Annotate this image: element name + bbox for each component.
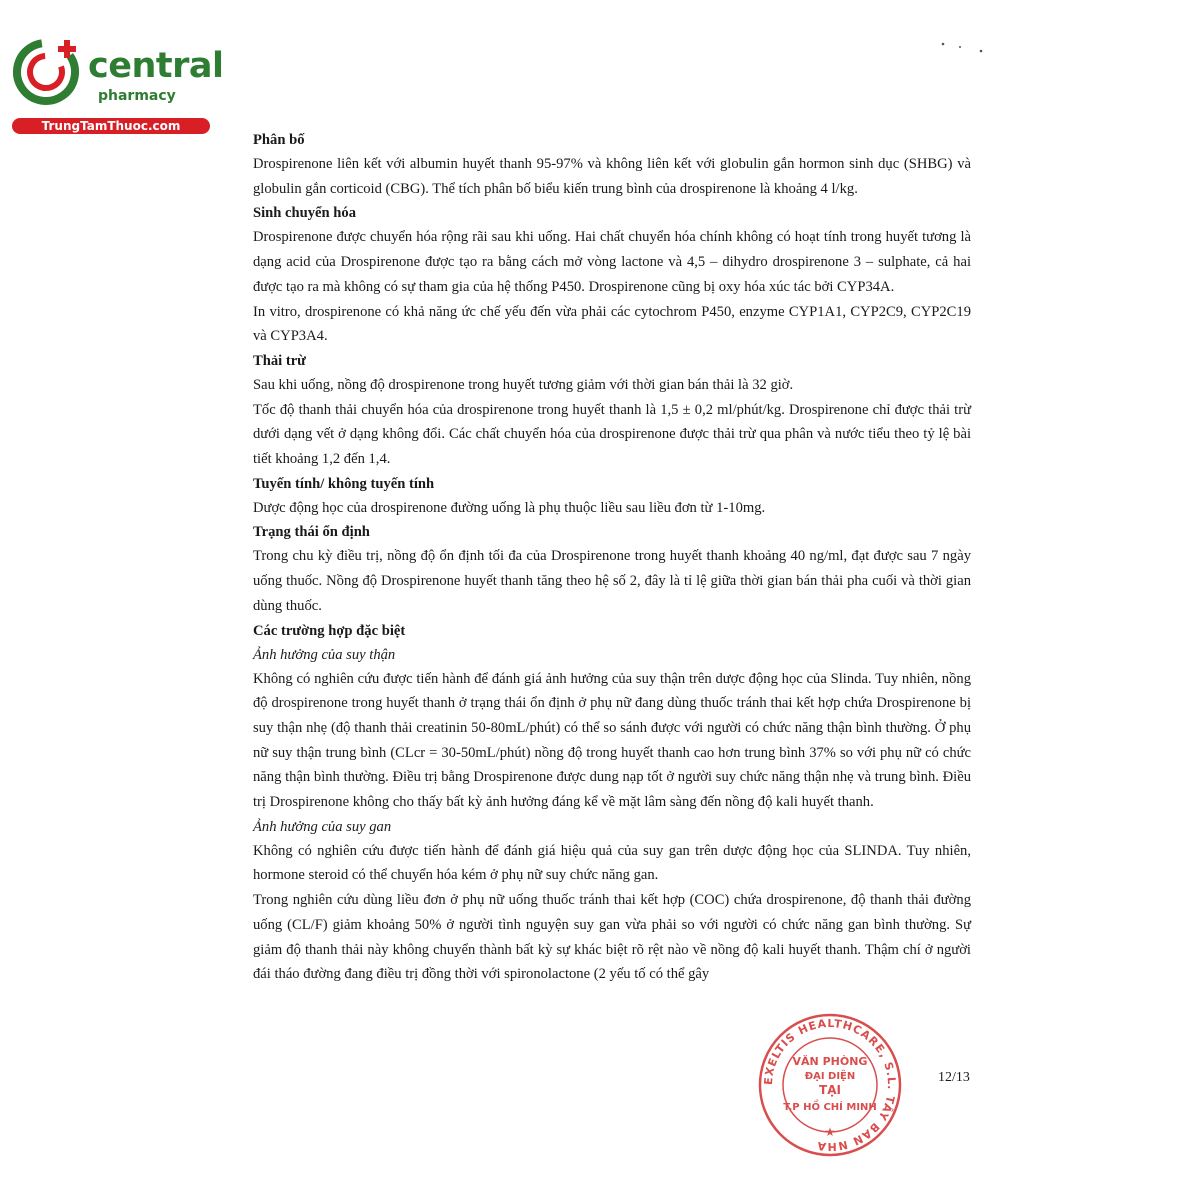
section-heading: Các trường hợp đặc biệt	[253, 622, 406, 639]
logo-brand-sub: pharmacy	[98, 88, 176, 104]
subsection-heading: Ảnh hưởng của suy gan	[253, 818, 392, 835]
scan-marks	[940, 40, 990, 56]
section-heading: Thải trừ	[253, 352, 306, 369]
central-pharmacy-logo[interactable]	[10, 34, 224, 134]
stamp-star-icon: ★	[824, 1125, 836, 1139]
paragraph: Trong chu kỳ điều trị, nồng độ ổn định tối đa của Drospirenone trong huyết thanh khoảng 40 ng/ml, đạt được sau 7 ngày uống thuốc. Nồng độ Drospirenone huyết thanh tăng theo hệ số 2, đây là tỉ lệ giữa thời gian bán thải pha cuối và thời gian dùng thuốc.	[253, 548, 971, 614]
subsection-heading: Ảnh hưởng của suy thận	[253, 646, 396, 663]
section-trang-thai-on-dinh	[253, 520, 971, 618]
stamp-ring-text: EXELTIS HEALTHCARE, S.L. TÂY BAN NHA	[761, 1016, 899, 1154]
paragraph: Sau khi uống, nồng độ drospirenone trong huyết tương giảm với thời gian bán thải là 32 giờ.	[253, 376, 794, 393]
logo-brand-name: central	[88, 46, 224, 86]
section-sinh-chuyen-hoa	[253, 201, 971, 349]
stamp-line-2: ĐẠI DIỆN	[804, 1071, 856, 1082]
stamp-line-1: VĂN PHÒNG	[792, 1055, 868, 1068]
paragraph: Không có nghiên cứu được tiến hành để đánh giá hiệu quả của suy gan trên dược động học của SLINDA. Tuy nhiên, hormone steroid có thể chuyển hóa kém ở phụ nữ suy chức năng gan.	[253, 842, 971, 884]
paragraph: Không có nghiên cứu được tiến hành để đánh giá ảnh hưởng của suy thận trên dược động học của Slinda. Tuy nhiên, nồng độ drospirenone trong huyết thanh ở trạng thái ổn định ở phụ nữ đang dùng thuốc tránh thai kết hợp chứa Drospirenone bị suy thận nhẹ (độ thanh thải creatinin 50-80mL/phút) có thể so sánh được với người có chức năng thận bình thường. Ở phụ nữ suy thận trung bình (CLcr = 30-50mL/phút) nồng độ trong huyết thanh cao hơn trung bình 37% so với phụ nữ có chức năng thận bình thường. Điều trị bằng Drospirenone được dung nạp tốt ở người suy chức năng thận nhẹ và trung bình. Điều trị Drospirenone không cho thấy bất kỳ ảnh hưởng đáng kể về mặt lâm sàng đến nồng độ kali huyết thanh.	[253, 670, 971, 811]
paragraph: Drospirenone được chuyển hóa rộng rãi sau khi uống. Hai chất chuyển hóa chính không có hoạt tính trong huyết tương là dạng acid của Drospirenone được tạo ra bằng cách mở vòng lactone và 4,5 – dihydro drospirenone 3 – sulphate, cả hai được tạo ra mà không có sự tham gia của hệ thống P450. Drospirenone cũng bị oxy hóa xúc tác bởi CYP34A.	[253, 229, 971, 295]
paragraph: Trong nghiên cứu dùng liều đơn ở phụ nữ uống thuốc tránh thai kết hợp (COC) chứa drospirenone, độ thanh thải đường uống (CL/F) giảm khoảng 50% ở người tình nguyện suy gan vừa phải so với người có chức năng gan bình thường. Sự giảm độ thanh thải này không chuyển thành bất kỳ sự khác biệt rõ rệt nào về nồng độ kali huyết thanh. Thậm chí ở người đái tháo đường đang điều trị đồng thời với spironolactone (2 yếu tố có thể gây	[253, 892, 971, 983]
document-body	[253, 128, 971, 987]
paragraph: In vitro, drospirenone có khả năng ức chế yếu đến vừa phải các cytochrom P450, enzyme CYP1A1, CYP2C9, CYP2C19 và CYP3A4.	[253, 303, 971, 345]
section-tuyen-tinh	[253, 472, 971, 521]
section-heading: Phân bố	[253, 132, 305, 148]
section-heading: Tuyến tính/ không tuyến tính	[253, 475, 435, 492]
page-number: 12/13	[938, 1070, 970, 1085]
stamp-line-4: T.P HỒ CHÍ MINH	[783, 1102, 877, 1113]
company-stamp	[755, 1010, 905, 1160]
logo-mark-icon	[10, 34, 90, 114]
stamp-line-3: TẠI	[819, 1083, 841, 1097]
paragraph: Dược động học của drospirenone đường uống là phụ thuộc liều sau liều đơn từ 1-10mg.	[253, 499, 766, 516]
section-truong-hop-dac-biet	[253, 619, 971, 987]
section-phan-bo	[253, 128, 971, 201]
logo-site-badge: TrungTamThuoc.com	[12, 118, 210, 134]
section-thai-tru	[253, 349, 971, 472]
paragraph: Tốc độ thanh thải chuyển hóa của drospirenone trong huyết thanh là 1,5 ± 0,2 ml/phút/kg. Drospirenone chỉ được thải trừ dưới dạng vết ở dạng không đổi. Các chất chuyển hóa của drospirenone được thải trừ qua phân và nước tiểu theo tỷ lệ bài tiết khoảng 1,2 đến 1,4.	[253, 401, 971, 468]
paragraph: Drospirenone liên kết với albumin huyết thanh 95-97% và không liên kết với globulin gắn hormon sinh dục (SHBG) và globulin gắn corticoid (CBG). Thể tích phân bố biểu kiến trung bình của drospirenone là khoảng 4 l/kg.	[253, 156, 971, 197]
section-heading: Trạng thái ổn định	[253, 524, 370, 541]
section-heading: Sinh chuyển hóa	[253, 205, 357, 222]
